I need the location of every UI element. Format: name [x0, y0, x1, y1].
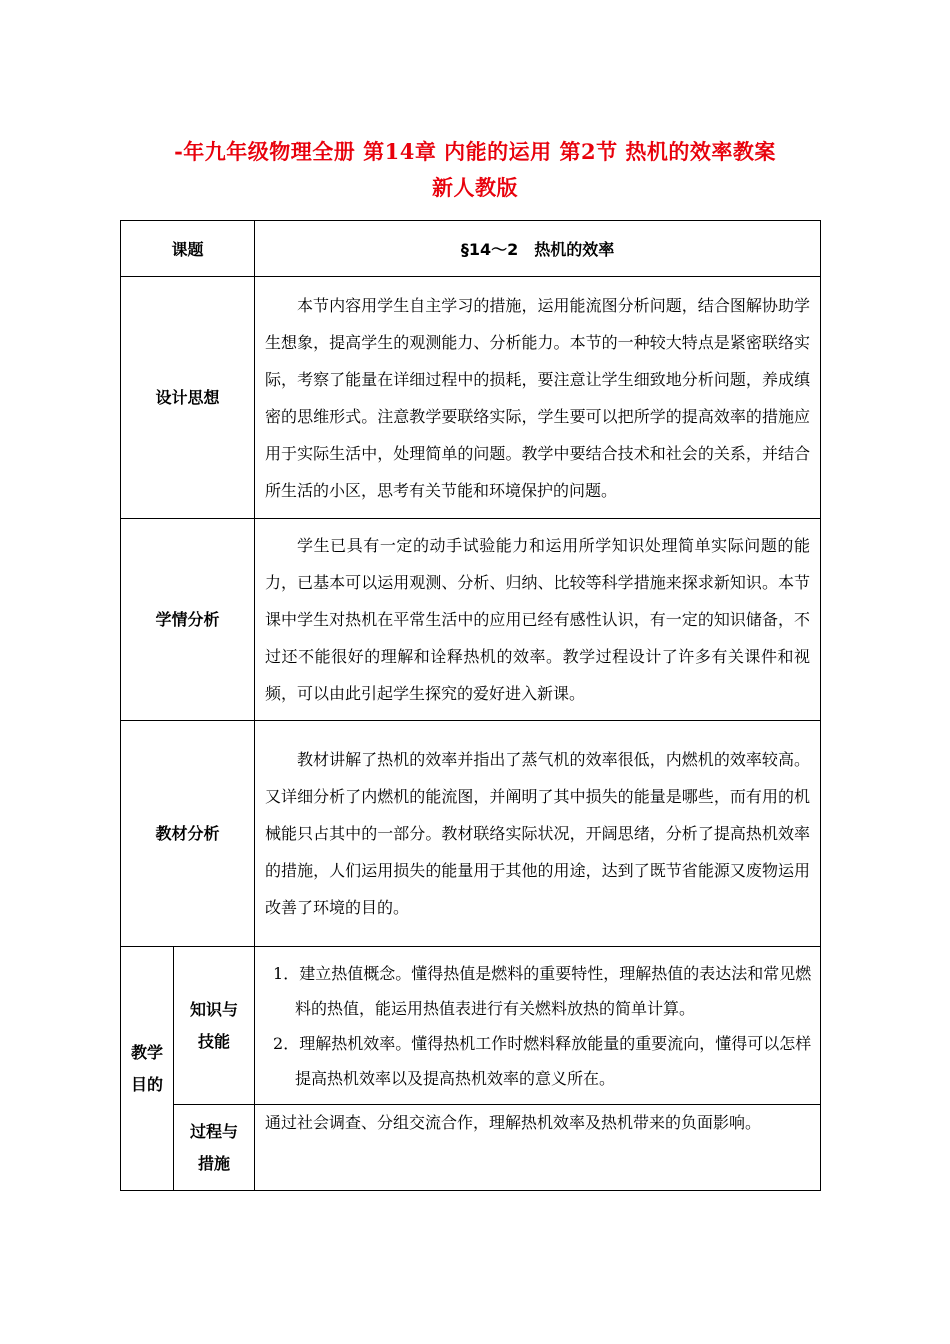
- list-item: 1．建立热值概念。懂得热值是燃料的重要特性，理解热值的表达法和常见燃料的热值，能运用热值表进行有关燃料放热的简单计算。: [273, 963, 812, 1018]
- material-label: 教材分析: [121, 721, 255, 947]
- knowledge-label-line2: 技能: [198, 1031, 231, 1051]
- process-text: 通过社会调查、分组交流合作，理解热机效率及热机带来的负面影响。: [255, 1105, 821, 1191]
- design-text: 本节内容用学生自主学习的措施，运用能流图分析问题，结合图解协助学生想象，提高学生的观测能力、分析能力。本节的一种较大特点是紧密联络实际，考察了能量在详细过程中的损耗，要注意让学生细致地分析问题，养成缜密的思维形式。注意教学要联络实际，学生要可以把所学的提高效率的措施应用于实际生活中，处理简单的问题。教学中要结合技术和社会的关系，并结合所生活的小区，思考有关节能和环境保护的问题。: [255, 277, 821, 519]
- process-label-line1: 过程与: [190, 1121, 239, 1141]
- process-label: [174, 1105, 255, 1191]
- table-row: [121, 721, 821, 947]
- learner-text: 学生已具有一定的动手试验能力和运用所学知识处理简单实际问题的能力，已基本可以运用观测、分析、归纳、比较等科学措施来探求新知识。本节课中学生对热机在平常生活中的应用已经有感性认识，有一定的知识储备，不过还不能很好的理解和诠释热机的效率。教学过程设计了许多有关课件和视频，可以由此引起学生探究的爱好进入新课。: [255, 519, 821, 721]
- goal-label-line2: 目的: [130, 1074, 163, 1094]
- learner-label: 学情分析: [121, 519, 255, 721]
- knowledge-list: [255, 947, 821, 1105]
- material-text: 教材讲解了热机的效率并指出了蒸气机的效率很低，内燃机的效率较高。又详细分析了内燃机的能流图，并阐明了其中损失的能量是哪些，而有用的机械能只占其中的一部分。教材联络实际状况，开阔思绪，分析了提高热机效率的措施，人们运用损失的能量用于其他的用途，达到了既节省能源又废物运用改善了环境的目的。: [255, 721, 821, 947]
- goal-label-line1: 教学: [130, 1042, 163, 1062]
- table-row: [121, 221, 821, 277]
- knowledge-label: [174, 947, 255, 1105]
- document-title: -年九年级物理全册 第14章 内能的运用 第2节 热机的效率教案: [174, 139, 776, 164]
- topic-label: 课题: [121, 221, 255, 277]
- table-row: [121, 519, 821, 721]
- lesson-plan-table: [120, 220, 821, 1191]
- topic-value: §14～2 热机的效率: [255, 221, 821, 277]
- process-label-line2: 措施: [198, 1153, 231, 1173]
- table-row: [121, 947, 821, 1105]
- document-subtitle: 新人教版: [432, 175, 518, 200]
- knowledge-label-line1: 知识与: [190, 999, 239, 1019]
- list-item: 2．理解热机效率。懂得热机工作时燃料释放能量的重要流向，懂得可以怎样提高热机效率以及提高热机效率的意义所在。: [273, 1033, 812, 1088]
- table-row: [121, 277, 821, 519]
- table-row: [121, 1105, 821, 1191]
- goal-label: [121, 947, 174, 1191]
- design-label: 设计思想: [121, 277, 255, 519]
